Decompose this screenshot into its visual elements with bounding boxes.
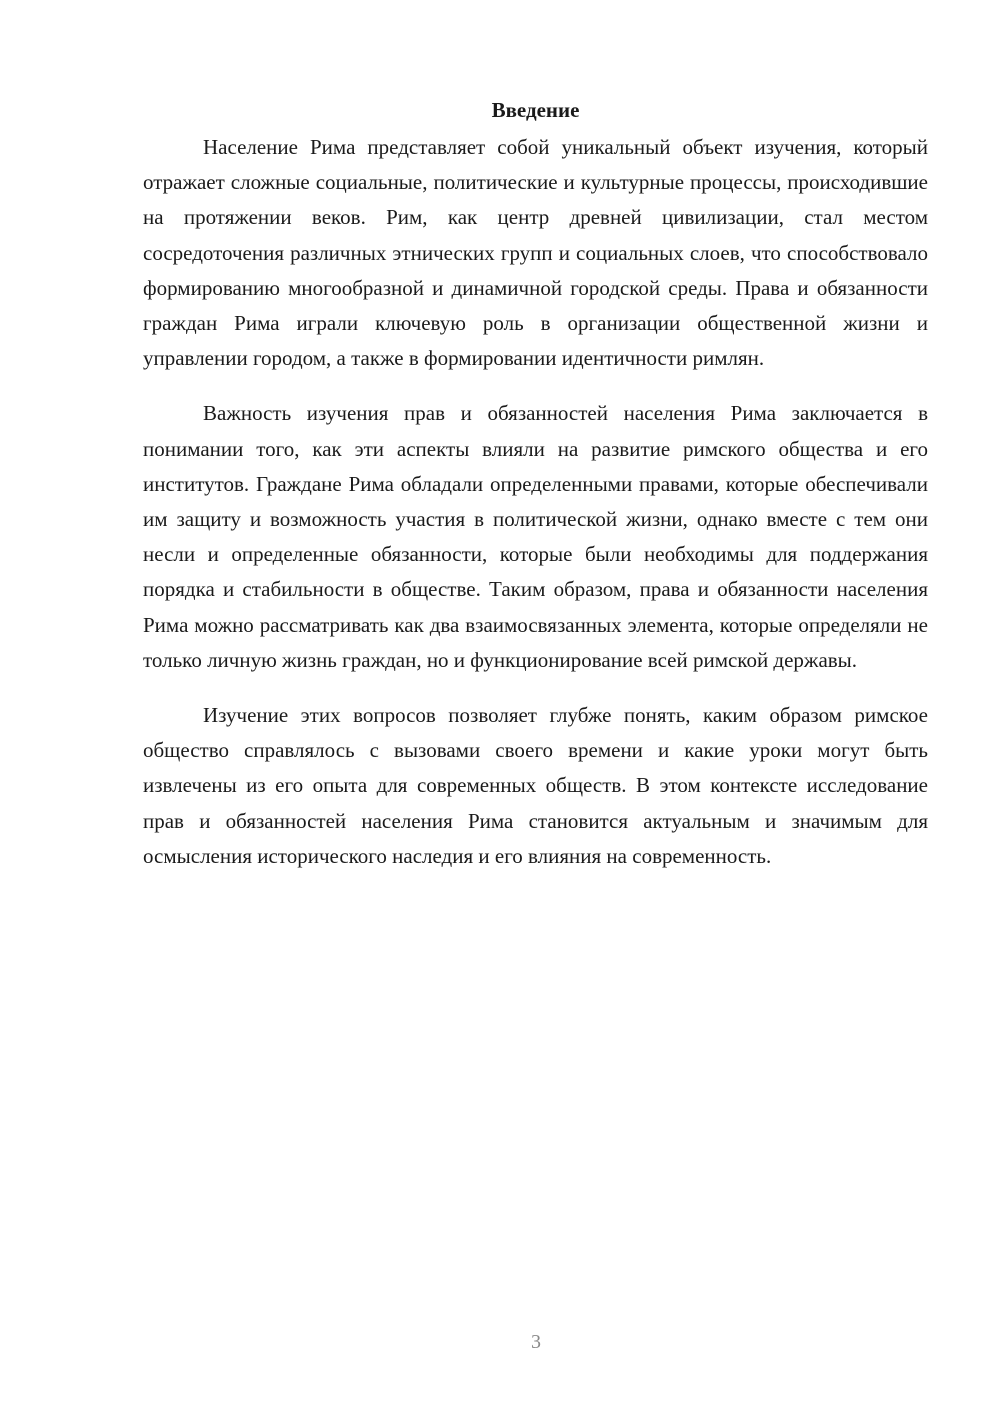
section-title: Введение — [491, 98, 580, 122]
page-number: 3 — [531, 1331, 541, 1353]
paragraph-3: Изучение этих вопросов позволяет глубже понять, каким образом римское общество справлялось с вызовами своего времени и какие уроки могут быть извлечены из его опыта для современных обществ. В этом контексте исследование прав и обязанностей населения Рима становится актуальным и значимым для осмысления исторического наследия и его влияния на современность. — [143, 703, 928, 868]
page-content — [143, 92, 928, 894]
paragraph-1: Население Рима представляет собой уникальный объект изучения, который отражает сложные социальные, политические и культурные процессы, происходившие на протяжении веков. Рим, как центр древней цивилизации, стал местом сосредоточения различных этнических групп и социальных слоев, что способствовало формированию многообразной и динамичной городской среды. Права и обязанности граждан Рима играли ключевую роль в организации общественной жизни и управлении городом, а также в формировании идентичности римлян. — [143, 135, 928, 371]
paragraph-2: Важность изучения прав и обязанностей населения Рима заключается в понимании того, как эти аспекты влияли на развитие римского общества и его институтов. Граждане Рима обладали определенными правами, которые обеспечивали им защиту и возможность участия в политической жизни, однако вместе с тем они несли и определенные обязанности, которые были необходимы для поддержания порядка и стабильности в обществе. Таким образом, права и обязанности населения Рима можно рассматривать как два взаимосвязанных элемента, которые определяли не только личную жизнь граждан, но и функционирование всей римской державы. — [143, 401, 928, 672]
